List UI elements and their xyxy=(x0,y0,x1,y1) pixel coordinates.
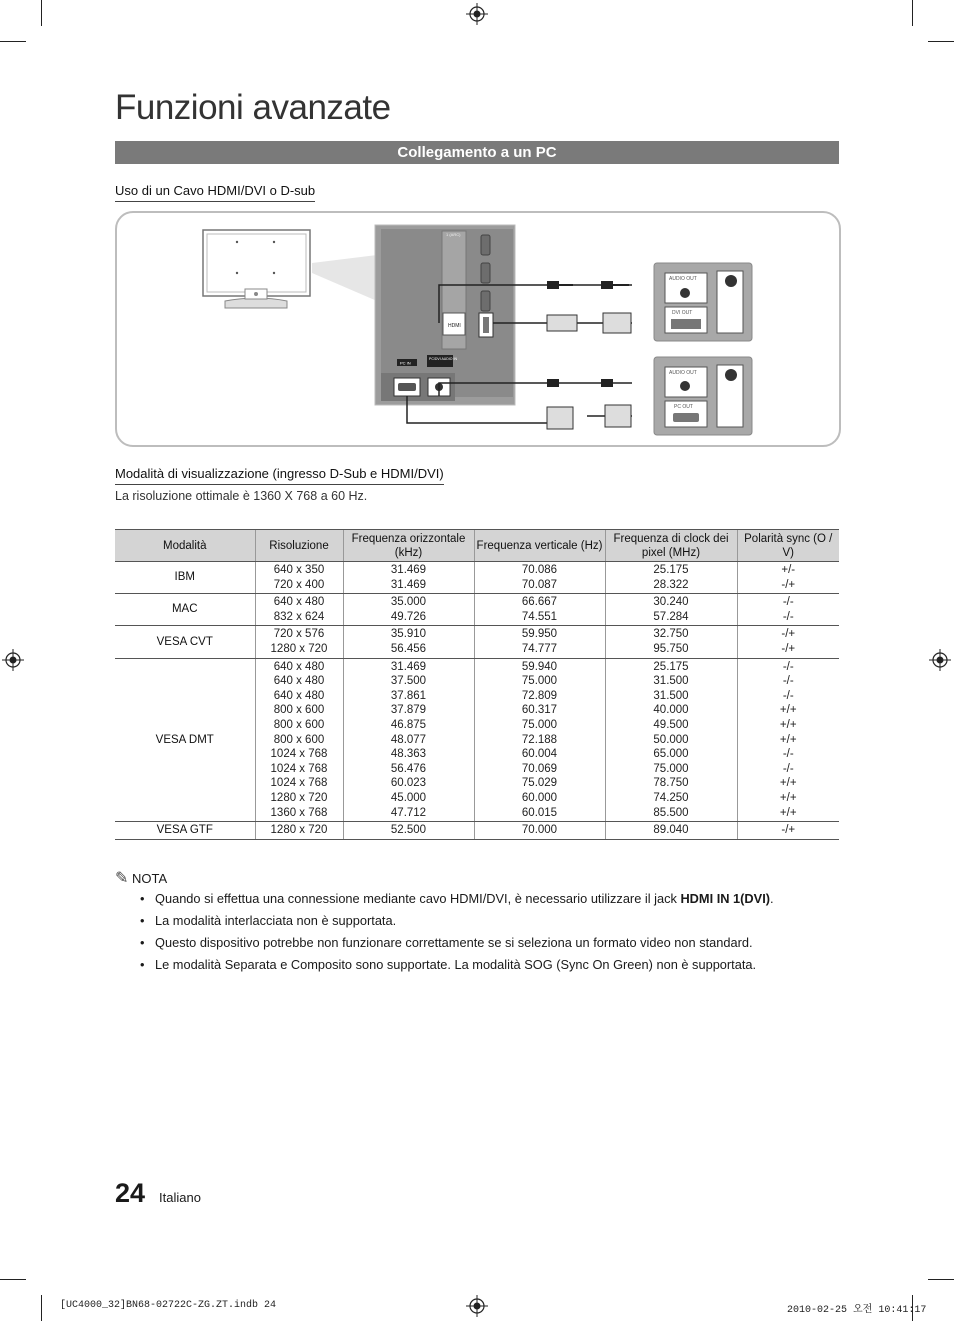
cell-polarity: -/+ xyxy=(737,822,839,840)
table-header-row xyxy=(115,530,839,562)
tv-port-panel xyxy=(375,225,515,405)
cell-mode: MAC xyxy=(115,594,255,626)
dsub-plug-icon xyxy=(547,379,631,429)
col-header-clock: Frequenza di clock dei pixel (MHz) xyxy=(605,530,737,562)
note-item xyxy=(140,936,840,950)
cell-polarity: -/- -/- -/- +/+ +/+ +/+ -/- -/- +/+ +/+ +/+ xyxy=(737,658,839,822)
cell-hfreq: 31.469 37.500 37.861 37.879 46.875 48.077 48.363 56.476 60.023 45.000 47.712 xyxy=(343,658,474,822)
note-item xyxy=(140,958,840,972)
table-row xyxy=(115,626,839,658)
connection-illustration xyxy=(117,213,839,445)
col-header-resolution: Risoluzione xyxy=(255,530,343,562)
svg-text:AUDIO OUT: AUDIO OUT xyxy=(669,370,697,376)
svg-text:AUDIO OUT: AUDIO OUT xyxy=(669,276,697,282)
section-header: Collegamento a un PC xyxy=(115,141,839,164)
display-modes-table xyxy=(115,529,839,840)
cell-resolution: 720 x 576 1280 x 720 xyxy=(255,626,343,658)
cell-mode: VESA DMT xyxy=(115,658,255,822)
cell-hfreq: 52.500 xyxy=(343,822,474,840)
subheading-display-modes: Modalità di visualizzazione (ingresso D-Sub e HDMI/DVI) xyxy=(115,466,444,485)
cell-hfreq: 35.000 49.726 xyxy=(343,594,474,626)
svg-text:1 (ARC): 1 (ARC) xyxy=(446,232,461,237)
registration-mark-left xyxy=(2,649,24,671)
svg-text:HDMI: HDMI xyxy=(448,323,461,329)
slug-right: 2010-02-25 오전 10:41:17 xyxy=(787,1305,927,1316)
connection-diagram xyxy=(115,211,841,447)
slug-left: [UC4000_32]BN68-02722C-ZG.ZT.indb 24 xyxy=(60,1300,277,1311)
cell-vfreq: 70.086 70.087 xyxy=(474,562,605,594)
language-label: Italiano xyxy=(159,1190,201,1205)
cell-mode: VESA GTF xyxy=(115,822,255,840)
cell-clock: 25.175 28.322 xyxy=(605,562,737,594)
note-text: Questo dispositivo potrebbe non funzionare correttamente se si seleziona un formato video non standard. xyxy=(155,935,753,951)
page-title: Funzioni avanzate xyxy=(115,88,391,127)
registration-mark-right xyxy=(929,649,951,671)
table-row xyxy=(115,658,839,822)
audio-plug-icon xyxy=(547,281,631,333)
cell-vfreq: 70.000 xyxy=(474,822,605,840)
table-row xyxy=(115,594,839,626)
table-row xyxy=(115,822,839,840)
col-header-hfreq: Frequenza orizzontale (kHz) xyxy=(343,530,474,562)
note-text-end: . xyxy=(770,891,774,906)
cell-resolution: 640 x 480 832 x 624 xyxy=(255,594,343,626)
note-text: Le modalità Separata e Composito sono supportate. La modalità SOG (Sync On Green) non è supportata. xyxy=(155,957,757,973)
registration-mark-top xyxy=(466,3,488,25)
pencil-icon: ✎ xyxy=(115,870,129,887)
cell-clock: 89.040 xyxy=(605,822,737,840)
note-item xyxy=(140,892,840,906)
subheading-cable: Uso di un Cavo HDMI/DVI o D-sub xyxy=(115,183,315,202)
cell-polarity: +/- -/+ xyxy=(737,562,839,594)
col-header-mode: Modalità xyxy=(115,530,255,562)
optimal-resolution-text: La risoluzione ottimale è 1360 X 768 a 60 Hz. xyxy=(115,489,368,503)
svg-text:PC/DVI AUDIO IN: PC/DVI AUDIO IN xyxy=(429,357,458,361)
cell-hfreq: 35.910 56.456 xyxy=(343,626,474,658)
cell-clock: 30.240 57.284 xyxy=(605,594,737,626)
svg-text:PC IN: PC IN xyxy=(400,360,411,366)
note-text: Quando si effettua una connessione mediante cavo HDMI/DVI, è necessario utilizzare il jack xyxy=(155,891,681,906)
note-text: La modalità interlacciata non è supportata. xyxy=(155,913,397,929)
note-emphasis: HDMI IN 1(DVI) xyxy=(680,891,771,906)
cell-resolution: 640 x 350 720 x 400 xyxy=(255,562,343,594)
svg-text:PC OUT: PC OUT xyxy=(674,404,693,410)
svg-text:DVI OUT: DVI OUT xyxy=(672,310,693,316)
cell-vfreq: 59.940 75.000 72.809 60.317 75.000 72.188 60.004 70.069 75.029 60.000 60.015 xyxy=(474,658,605,822)
cell-resolution: 1280 x 720 xyxy=(255,822,343,840)
cell-mode: VESA CVT xyxy=(115,626,255,658)
cell-vfreq: 59.950 74.777 xyxy=(474,626,605,658)
tv-back-icon xyxy=(203,230,310,308)
cell-vfreq: 66.667 74.551 xyxy=(474,594,605,626)
table-row xyxy=(115,562,839,594)
col-header-vfreq: Frequenza verticale (Hz) xyxy=(474,530,605,562)
note-item xyxy=(140,914,840,928)
cell-polarity: -/+ -/+ xyxy=(737,626,839,658)
cell-hfreq: 31.469 31.469 xyxy=(343,562,474,594)
nota-heading: ✎ NOTA xyxy=(115,870,168,887)
registration-mark-bottom xyxy=(466,1295,488,1317)
pc-dsub-icon xyxy=(654,357,752,435)
page-number: 24 xyxy=(115,1178,146,1208)
col-header-polarity: Polarità sync (O / V) xyxy=(737,530,839,562)
cell-mode: IBM xyxy=(115,562,255,594)
cell-clock: 25.175 31.500 31.500 40.000 49.500 50.000 65.000 75.000 78.750 74.250 85.500 xyxy=(605,658,737,822)
cell-clock: 32.750 95.750 xyxy=(605,626,737,658)
notes-list xyxy=(140,892,840,980)
cell-polarity: -/- -/- xyxy=(737,594,839,626)
pc-dvi-icon xyxy=(654,263,752,341)
cell-resolution: 640 x 480 640 x 480 640 x 480 800 x 600 800 x 600 800 x 600 1024 x 768 1024 x 768 1024 x 768 1280 x 720 1360 x 768 xyxy=(255,658,343,822)
